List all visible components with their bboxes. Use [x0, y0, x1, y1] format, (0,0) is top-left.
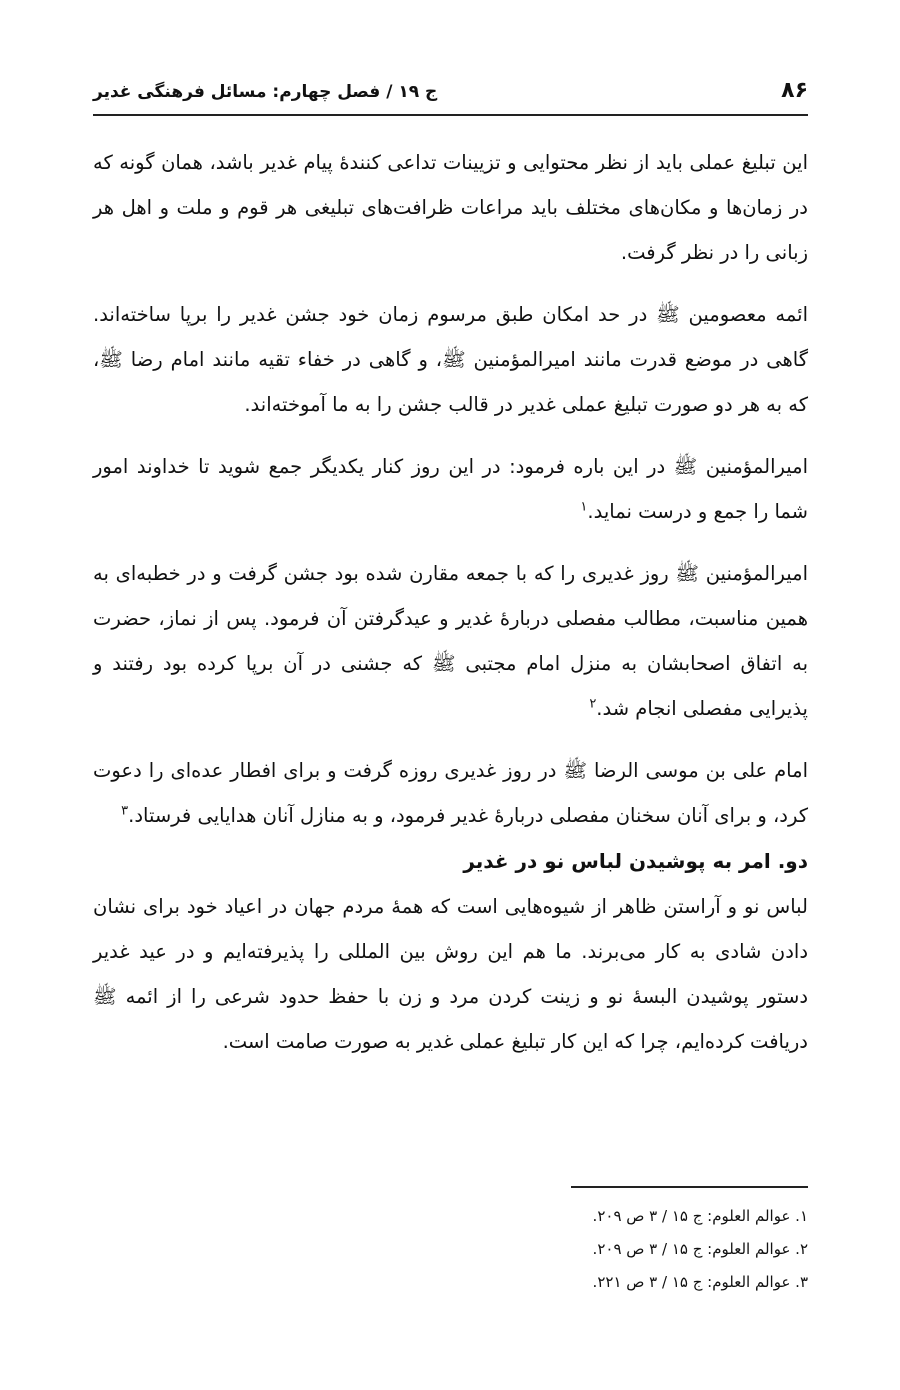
paragraph: [93, 748, 808, 838]
page-number: ۸۶: [781, 78, 808, 103]
footnote: ۱. عوالم العلوم: ج ۱۵ / ۳ ص ۲۰۹.: [592, 1207, 808, 1225]
footnote-ref: ۲: [589, 696, 597, 712]
footnotes: [93, 1200, 808, 1299]
running-title: ج ۱۹ / فصل چهارم: مسائل فرهنگی غدیر: [93, 82, 438, 102]
section-paragraph: [93, 884, 808, 1064]
page-header: [93, 74, 808, 116]
paragraph-text: امیرالمؤمنین ﷺ در این باره فرمود: در این روز کنار یکدیگر جمع شوید تا خداوند امور شما را جمع و درست نماید.: [93, 455, 808, 523]
paragraph: [93, 140, 808, 275]
section-heading: دو. امر به پوشیدن لباس نو در غدیر: [463, 849, 808, 873]
footnote: ۳. عوالم العلوم: ج ۱۵ / ۳ ص ۲۲۱.: [592, 1273, 808, 1291]
paragraph: [93, 292, 808, 427]
paragraph: [93, 551, 808, 731]
paragraph-text: لباس نو و آراستن ظاهر از شیوه‌هایی است که همۀ مردم جهان در اعیاد خود برای نشان دادن شادی به کار می‌برند. ما هم این روش بین المللی را پذیرفته‌ایم و در عید غدیر دستور پوشیدن البسۀ نو و زینت کردن مرد و زن با حفظ حدود شرعی را از ائمه ﷺ دریافت کرده‌ایم، چرا که این کار تبلیغ عملی غدیر به صورت صامت است.: [93, 895, 808, 1053]
paragraph-text: امام علی بن موسی الرضا ﷺ در روز غدیری روزه گرفت و برای افطار عده‌ای را دعوت کرد، و برای آنان سخنان مفصلی دربارۀ غدیر فرمود، و به منازل آنان هدایایی فرستاد.: [93, 759, 808, 827]
footnote-divider: [571, 1186, 808, 1188]
footnote-ref: ۳: [121, 803, 129, 819]
footnote: ۲. عوالم العلوم: ج ۱۵ / ۳ ص ۲۰۹.: [592, 1240, 808, 1258]
footnote-ref: ۱: [580, 499, 588, 515]
paragraph-text: امیرالمؤمنین ﷺ روز غدیری را که با جمعه مقارن شده بود جشن گرفت و در خطبه‌ای به همین مناسبت، مطالب مفصلی دربارۀ غدیر و عیدگرفتن آن فرمود. پس از نماز، حضرت به اتفاق اصحابشان به منزل امام مجتبی ﷺ که جشنی در آن برپا کرده بود رفتند و پذیرایی مفصلی انجام شد.: [93, 562, 808, 720]
paragraph-text: این تبلیغ عملی باید از نظر محتوایی و تزیینات تداعی کنندۀ پیام غدیر باشد، همان گونه که در زمان‌ها و مکان‌های مختلف باید مراعات ظرافت‌های تبلیغی هر قوم و ملت و اهل هر زبانی را در نظر گرفت.: [93, 151, 808, 264]
paragraph: [93, 444, 808, 534]
body-text: [93, 140, 808, 1081]
paragraph-text: ائمه معصومین ﷺ در حد امکان طبق مرسوم زمان خود جشن غدیر را برپا ساخته‌اند. گاهی در موضع قدرت مانند امیرالمؤمنین ﷺ، و گاهی در خفاء تقیه مانند امام رضا ﷺ، که به هر دو صورت تبلیغ عملی غدیر در قالب جشن را به ما آموخته‌اند.: [93, 303, 808, 416]
book-page: [93, 0, 808, 1390]
